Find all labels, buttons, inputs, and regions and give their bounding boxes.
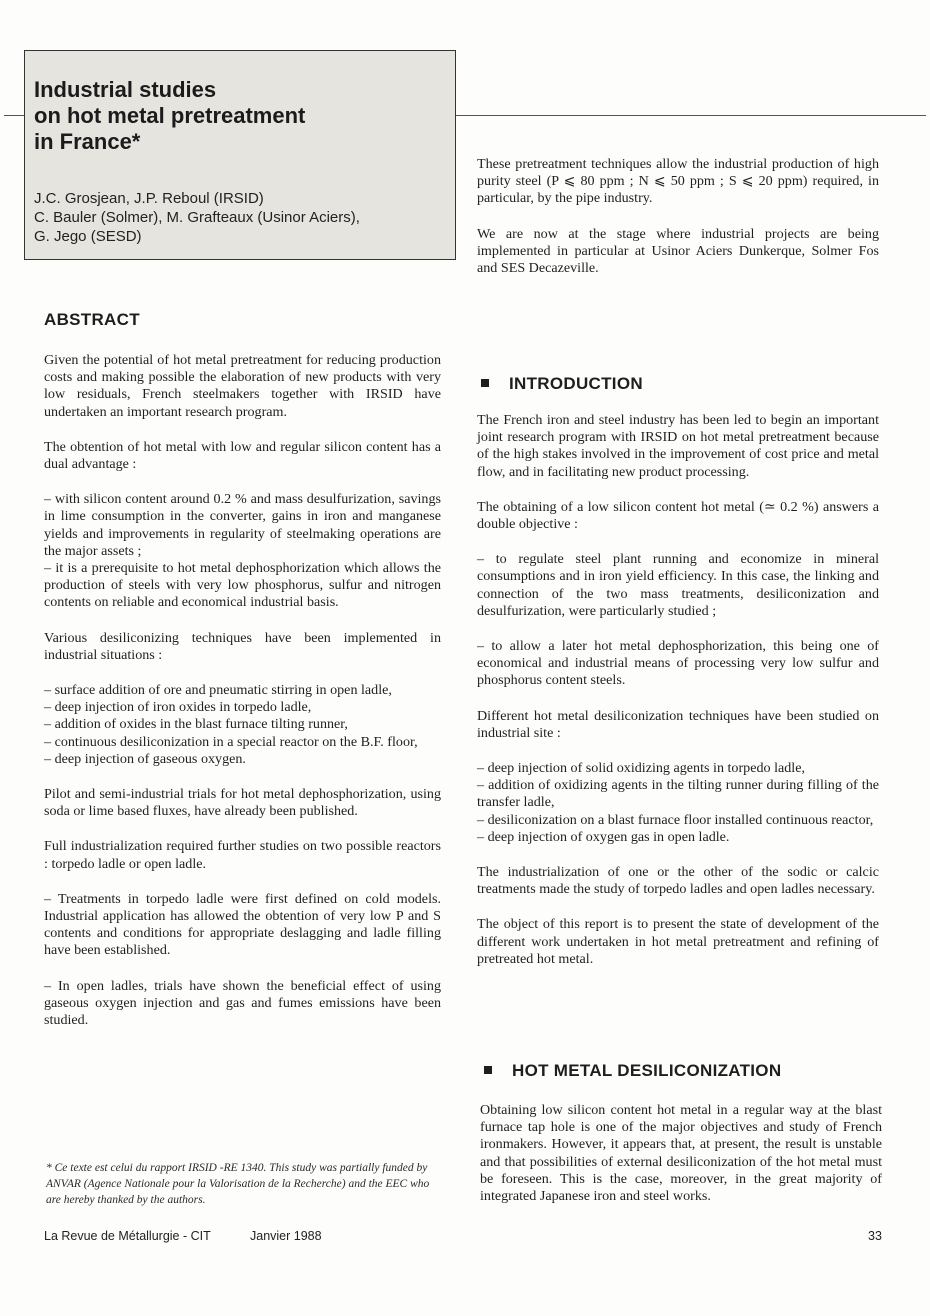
introduction-paragraph: The object of this report is to present the state of development of the different work undertaken in hot metal pretreatment and refining of pretreated hot metal. <box>477 916 879 967</box>
abstract-paragraph: Various desiliconizing techniques have been implemented in industrial situations : <box>44 629 441 663</box>
abstract-body <box>44 352 441 1047</box>
desiliconization-paragraph: Obtaining low silicon content hot metal in a regular way at the blast furnace tap hole is one of the major objectives and study of French ironmakers. However, it appears that, at present, the result is unstable and that possibilities of external desiliconization of the hot metal must be foreseen. This is the case, moreover, in the great majority of integrated Japanese iron and steel works. <box>480 1102 882 1205</box>
abstract-list-item: – addition of oxides in the blast furnace tilting runner, <box>44 716 348 733</box>
introduction-paragraph: The obtaining of a low silicon content hot metal (≃ 0.2 %) answers a double objective : <box>477 498 879 533</box>
abstract-list-item: – surface addition of ore and pneumatic stirring in open ladle, <box>44 682 392 699</box>
authors: J.C. Grosjean, J.P. Reboul (IRSID) C. Bauler (Solmer), M. Grafteaux (Usinor Aciers), G. Jego (SESD) <box>34 190 360 245</box>
journal-name: La Revue de Métallurgie - CIT <box>44 1229 211 1243</box>
abstract-list-item: – it is a prerequisite to hot metal dephosphorization which allows the production of steels with very low phosphorus, sulfur and nitrogen contents on reliable and economical industrial basis. <box>44 560 441 611</box>
square-bullet-icon <box>481 379 489 387</box>
desiliconization-heading <box>484 1061 781 1081</box>
title-box <box>24 50 456 260</box>
abstract-list-item: – continuous desiliconization in a special reactor on the B.F. floor, <box>44 733 418 750</box>
abstract-paragraph: We are now at the stage where industrial projects are being implemented in particular at Usinor Aciers Dunkerque, Solmer Fos and SES Decazeville. <box>477 225 879 277</box>
introduction-list-item: – deep injection of oxygen gas in open ladle. <box>477 828 730 845</box>
abstract-paragraph: The obtention of hot metal with low and regular silicon content has a dual advantage : <box>44 438 441 473</box>
abstract-continued <box>477 156 879 295</box>
abstract-list-item: – deep injection of gaseous oxygen. <box>44 750 246 767</box>
abstract-paragraph: These pretreatment techniques allow the industrial production of high purity steel (P ⩽ 80 ppm ; N ⩽ 50 ppm ; S ⩽ 20 ppm) required, in particular, by the pipe industry. <box>477 156 879 207</box>
abstract-paragraph: Full industrialization required further studies on two possible reactors : torpedo ladle or open ladle. <box>44 838 441 872</box>
introduction-paragraph: The French iron and steel industry has been led to begin an important joint research program with IRSID on hot metal pretreatment because of the high stakes involved in the improvement of cost price and metal flow, and in facilitating new product processing. <box>477 412 879 480</box>
title-rule-right <box>456 115 926 116</box>
introduction-list-item: – to regulate steel plant running and economize in mineral consumptions and in iron yield efficiency. In this case, the linking and connection of the two mass treatments, desiliconization and desulfurization, were particularly studied ; <box>477 551 879 619</box>
abstract-list-item: – with silicon content around 0.2 % and mass desulfurization, savings in lime consumption in the converter, gains in iron and manganese yields and improvements in regularity of steelmaking operations are the major assets ; <box>44 491 441 559</box>
footnote: * Ce texte est celui du rapport IRSID -RE 1340. This study was partially funded by ANVAR (Agence Nationale pour la Valorisation de la Recherche) and the EEC who are hereby thanked by the authors. <box>46 1162 430 1206</box>
abstract-list-item: – Treatments in torpedo ladle were first defined on cold models. Industrial application has allowed the obtention of very low P and S contents and conditions for appropriate deslagging and ladle filling have been established. <box>44 890 441 959</box>
page-number: 33 <box>868 1229 882 1243</box>
introduction-heading-text: INTRODUCTION <box>509 374 643 393</box>
abstract-paragraph: Pilot and semi-industrial trials for hot metal dephosphorization, using soda or lime based fluxes, have already been published. <box>44 786 441 820</box>
title-rule-left <box>4 115 24 116</box>
introduction-heading <box>481 374 643 394</box>
square-bullet-icon <box>484 1066 492 1074</box>
abstract-heading: ABSTRACT <box>44 310 140 329</box>
introduction-list-item: – to allow a later hot metal dephosphorization, this being one of economical and industrial means of processing very low sulfur and phosphorus content steels. <box>477 638 879 689</box>
abstract-paragraph: Given the potential of hot metal pretreatment for reducing production costs and making possible the elaboration of new products with very low residuals, French steelmakers together with IRSID have undertaken an important research program. <box>44 352 441 420</box>
article-title: Industrial studies on hot metal pretreatment in France* <box>34 77 306 154</box>
introduction-list-item: – deep injection of solid oxidizing agents in torpedo ladle, <box>477 760 805 777</box>
introduction-list-item: – addition of oxidizing agents in the tilting runner during filling of the transfer ladle, <box>477 777 879 811</box>
introduction-paragraph: Different hot metal desiliconization techniques have been studied on industrial site : <box>477 707 879 741</box>
desiliconization-body <box>480 1102 882 1223</box>
introduction-paragraph: The industrialization of one or the other of the sodic or calcic treatments made the study of torpedo ladles and open ladles necessary. <box>477 864 879 898</box>
introduction-body <box>477 412 879 986</box>
introduction-list-item: – desiliconization on a blast furnace floor installed continuous reactor, <box>477 811 874 828</box>
abstract-list-item: – In open ladles, trials have shown the beneficial effect of using gaseous oxygen injection and gas and fumes emissions have been studied. <box>44 977 441 1029</box>
desiliconization-heading-text: HOT METAL DESILICONIZATION <box>512 1061 782 1080</box>
issue-date: Janvier 1988 <box>250 1229 322 1243</box>
abstract-list-item: – deep injection of iron oxides in torpedo ladle, <box>44 699 312 716</box>
